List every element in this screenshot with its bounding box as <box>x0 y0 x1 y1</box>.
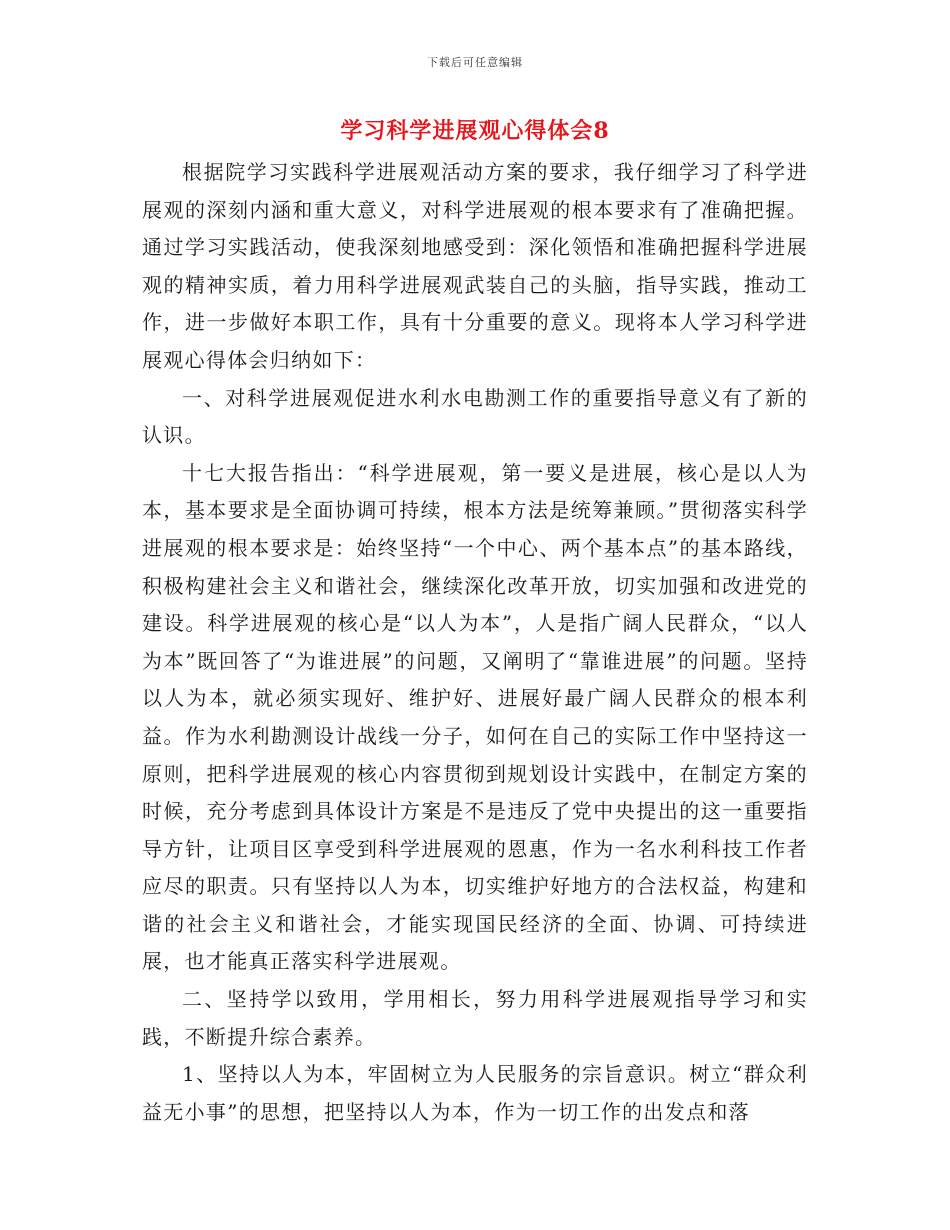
paragraph-report-quote: 十七大报告指出：“科学进展观，第一要义是进展，核心是以人为本，基本要求是全面协调可持续，根本方法是统筹兼顾。”贯彻落实科学进展观的根本要求是：始终坚持“一个中心、两个基本点”的基本路线，积极构建社会主义和谐社会，继续深化改革开放，切实加强和改进党的建设。科学进展观的核心是“以人为本”，人是指广阔人民群众，“以人为本”既回答了“为谁进展”的问题，又阐明了“靠谁进展”的问题。坚持以人为本，就必须实现好、维护好、进展好最广阔人民群众的根本利益。作为水利勘测设计战线一分子，如何在自己的实际工作中坚持这一原则，把科学进展观的核心内容贯彻到规划设计实践中，在制定方案的时候，充分考虑到具体设计方案是不是违反了党中央提出的这一重要指导方针，让项目区享受到科学进展观的恩惠，作为一名水利科技工作者应尽的职责。只有坚持以人为本，切实维护好地方的合法权益，构建和谐的社会主义和谐社会，才能实现国民经济的全面、协调、可持续进展，也才能真正落实科学进展观。 <box>142 460 808 974</box>
page-header-note: 下载后可任意编辑 <box>427 56 523 69</box>
document-body <box>142 154 808 1131</box>
paragraph-section-1-heading: 一、对科学进展观促进水利水电勘测工作的重要指导意义有了新的认识。 <box>142 385 808 448</box>
paragraph-intro: 根据院学习实践科学进展观活动方案的要求，我仔细学习了科学进展观的深刻内涵和重大意义，对科学进展观的根本要求有了准确把握。通过学习实践活动，使我深刻地感受到：深化领悟和准确把握科学进展观的精神实质，着力用科学进展观武装自己的头脑，指导实践，推动工作，进一步做好本职工作，具有十分重要的意义。现将本人学习科学进展观心得体会归纳如下： <box>142 160 808 372</box>
paragraph-point-1: 1、坚持以人为本，牢固树立为人民服务的宗旨意识。树立“群众利益无小事”的思想，把坚持以人为本，作为一切工作的出发点和落 <box>142 1062 808 1124</box>
document-title: 学习科学进展观心得体会8 <box>340 118 610 144</box>
paragraph-section-2-heading: 二、坚持学以致用，学用相长，努力用科学进展观指导学习和实践，不断提升综合素养。 <box>142 987 808 1049</box>
